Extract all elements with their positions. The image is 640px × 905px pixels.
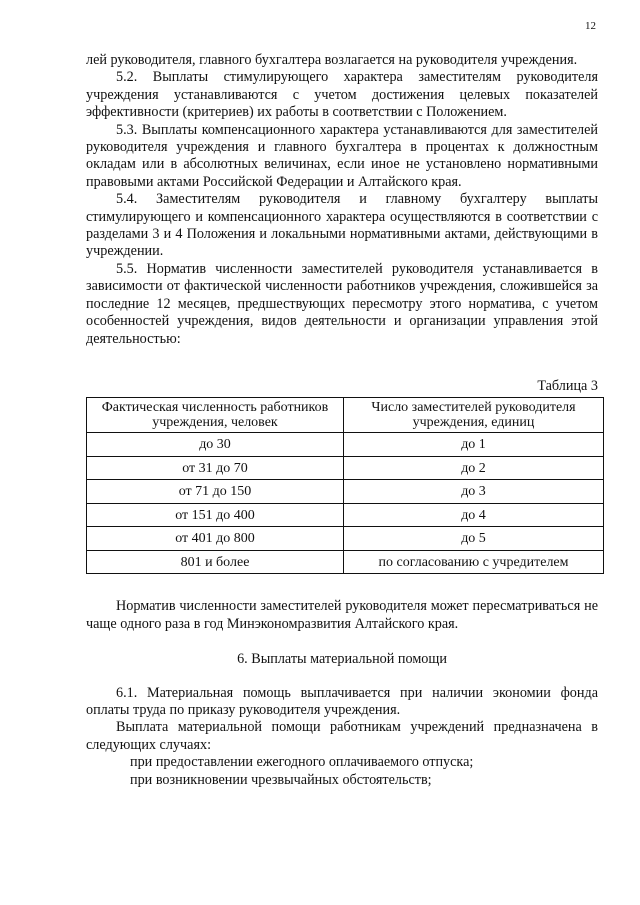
page-number: 12 — [585, 20, 596, 32]
cell-deputy-count: до 3 — [344, 480, 604, 504]
document-body — [86, 52, 598, 789]
cell-deputy-count: до 2 — [344, 456, 604, 480]
paragraph-norm-review: Норматив численности заместителей руководителя может пересматриваться не чаще одного раза в год Минэкономразвития Алтайского края. — [86, 598, 598, 632]
cell-employee-count: от 31 до 70 — [87, 456, 344, 480]
section-heading: 6. Выплаты материальной помощи — [237, 651, 447, 668]
table-caption: Таблица 3 — [537, 377, 598, 394]
paragraph-5-2: 5.2. Выплаты стимулирующего характера заместителям руководителя учреждения устанавливаются с учетом достижения целевых показателей эффективности (критериев) их работы в соответствии с Положением. — [86, 69, 598, 121]
cell-employee-count: до 30 — [87, 433, 344, 457]
table-row — [87, 550, 604, 574]
staffing-norm-table — [86, 397, 604, 574]
paragraph-continuation: лей руководителя, главного бухгалтера возлагается на руководителя учреждения. — [86, 52, 578, 68]
cell-deputy-count: по согласованию с учредителем — [344, 550, 604, 574]
list-item: при предоставлении ежегодного оплачиваемого отпуска; — [130, 754, 474, 771]
table-row — [87, 456, 604, 480]
table-row — [87, 480, 604, 504]
table-header-row — [87, 398, 604, 433]
cell-deputy-count: до 4 — [344, 503, 604, 527]
cell-deputy-count: до 5 — [344, 527, 604, 551]
header-deputy-count: Число заместителей руководителя учреждения, единиц — [344, 398, 604, 433]
cell-employee-count: 801 и более — [87, 550, 344, 574]
paragraph-cases-intro: Выплата материальной помощи работникам учреждений предназначена в следующих случаях: — [86, 719, 598, 753]
cell-employee-count: от 151 до 400 — [87, 503, 344, 527]
cell-employee-count: от 401 до 800 — [87, 527, 344, 551]
table-row — [87, 527, 604, 551]
table-row — [87, 503, 604, 527]
cell-deputy-count: до 1 — [344, 433, 604, 457]
paragraph-5-3: 5.3. Выплаты компенсационного характера устанавливаются для заместителей руководителя учреждения и главного бухгалтера в процентах к должностным окладам или в абсолютных величинах, если иное не установлено нормативными правовыми актами Российской Федерации и Алтайского края. — [86, 121, 598, 190]
list-item: при возникновении чрезвычайных обстоятельств; — [130, 771, 432, 788]
paragraph-5-4: 5.4. Заместителям руководителя и главному бухгалтеру выплаты стимулирующего и компенсационного характера осуществляются в соответствии с разделами 3 и 4 Положения и локальными нормативными актами, действующими в учреждении. — [86, 191, 598, 260]
paragraph-5-5: 5.5. Норматив численности заместителей руководителя устанавливается в зависимости от фактической численности работников учреждения, сложившейся за последние 12 месяцев, предшествующих пересмотру этого норматива, с учетом особенностей учреждения, видов деятельности и организации управления этой деятельностью: — [86, 260, 598, 347]
paragraph-6-1: 6.1. Материальная помощь выплачивается при наличии экономии фонда оплаты труда по приказу руководителя учреждения. — [86, 684, 598, 718]
table-row — [87, 433, 604, 457]
cell-employee-count: от 71 до 150 — [87, 480, 344, 504]
header-employee-count: Фактическая численность работников учреждения, человек — [87, 398, 344, 433]
